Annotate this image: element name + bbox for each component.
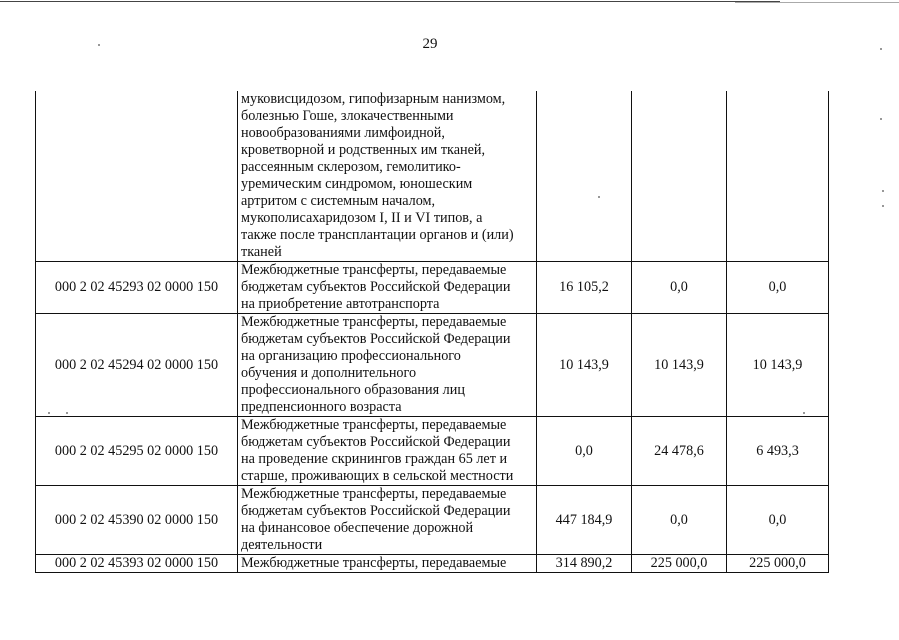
description-line: Межбюджетные трансферты, передаваемые	[241, 486, 507, 502]
budget-code-cell: 000 2 02 45390 02 0000 150	[36, 486, 238, 555]
value-cell-year-2: 10 143,9	[632, 314, 727, 417]
value-cell-year-3: 0,0	[727, 486, 829, 555]
description-line: на организацию профессионального	[241, 348, 461, 364]
value-cell-year-1: 314 890,2	[537, 555, 632, 573]
table-row-continuation	[36, 91, 829, 262]
value-cell-year-1	[537, 91, 632, 262]
value-cell-year-3	[727, 91, 829, 262]
description-line: болезнью Гоше, злокачественными	[241, 108, 454, 124]
description-cell	[238, 314, 537, 417]
budget-table	[35, 91, 829, 573]
description-line: на проведение скринингов граждан 65 лет и	[241, 451, 508, 467]
value-cell-year-3: 0,0	[727, 262, 829, 314]
description-cell	[238, 91, 537, 262]
description-line: мукополисахаридозом I, II и VI типов, а	[241, 210, 483, 226]
table-row	[36, 262, 829, 314]
value-cell-year-2: 225 000,0	[632, 555, 727, 573]
description-line: муковисцидозом, гипофизарным нанизмом,	[241, 91, 506, 107]
description-line: обучения и дополнительного	[241, 365, 417, 381]
description-cell	[238, 417, 537, 486]
budget-code-cell: 000 2 02 45393 02 0000 150	[36, 555, 238, 573]
scan-speck	[880, 48, 882, 50]
value-cell-year-3: 10 143,9	[727, 314, 829, 417]
description-cell	[238, 262, 537, 314]
description-cell	[238, 486, 537, 555]
scan-border-line	[0, 1, 780, 2]
description-line: бюджетам субъектов Российской Федерации	[241, 331, 511, 347]
description-line: рассеянным склерозом, гемолитико-	[241, 159, 461, 175]
budget-code-cell: 000 2 02 45294 02 0000 150	[36, 314, 238, 417]
value-cell-year-2: 0,0	[632, 486, 727, 555]
table-row	[36, 417, 829, 486]
description-line: бюджетам субъектов Российской Федерации	[241, 279, 511, 295]
table-body	[36, 91, 829, 573]
description-line: старше, проживающих в сельской местности	[241, 468, 514, 484]
page-number: 29	[422, 36, 438, 52]
value-cell-year-2: 24 478,6	[632, 417, 727, 486]
value-cell-year-2: 0,0	[632, 262, 727, 314]
description-line: Межбюджетные трансферты, передаваемые	[241, 417, 507, 433]
value-cell-year-2	[632, 91, 727, 262]
value-cell-year-1: 0,0	[537, 417, 632, 486]
scan-speck	[98, 44, 100, 46]
description-line: предпенсионного возраста	[241, 399, 402, 415]
scan-speck	[880, 118, 882, 120]
description-line: артритом с системным началом,	[241, 193, 436, 209]
budget-code-cell: 000 2 02 45293 02 0000 150	[36, 262, 238, 314]
description-line: Межбюджетные трансферты, передаваемые	[241, 262, 507, 278]
budget-code-cell: 000 2 02 45295 02 0000 150	[36, 417, 238, 486]
description-line: на финансовое обеспечение дорожной	[241, 520, 474, 536]
value-cell-year-3: 6 493,3	[727, 417, 829, 486]
scan-speck	[882, 190, 884, 192]
description-line: Межбюджетные трансферты, передаваемые	[241, 555, 507, 571]
description-line: также после трансплантации органов и (или)	[241, 227, 514, 243]
table-row	[36, 314, 829, 417]
description-line: бюджетам субъектов Российской Федерации	[241, 434, 511, 450]
description-line: кроветворной и родственных им тканей,	[241, 142, 486, 158]
description-line: деятельности	[241, 537, 323, 553]
value-cell-year-1: 16 105,2	[537, 262, 632, 314]
scan-speck	[882, 205, 884, 207]
description-line: тканей	[241, 244, 282, 260]
budget-code-cell	[36, 91, 238, 262]
scan-border-line	[735, 2, 899, 3]
description-line: уремическим синдромом, юношеским	[241, 176, 473, 192]
table-row	[36, 555, 829, 573]
description-line: бюджетам субъектов Российской Федерации	[241, 503, 511, 519]
table-row	[36, 486, 829, 555]
description-line: новообразованиями лимфоидной,	[241, 125, 445, 141]
value-cell-year-3: 225 000,0	[727, 555, 829, 573]
value-cell-year-1: 447 184,9	[537, 486, 632, 555]
description-line: Межбюджетные трансферты, передаваемые	[241, 314, 507, 330]
description-line: профессионального образования лиц	[241, 382, 465, 398]
value-cell-year-1: 10 143,9	[537, 314, 632, 417]
description-cell	[238, 555, 537, 573]
description-line: на приобретение автотранспорта	[241, 296, 440, 312]
